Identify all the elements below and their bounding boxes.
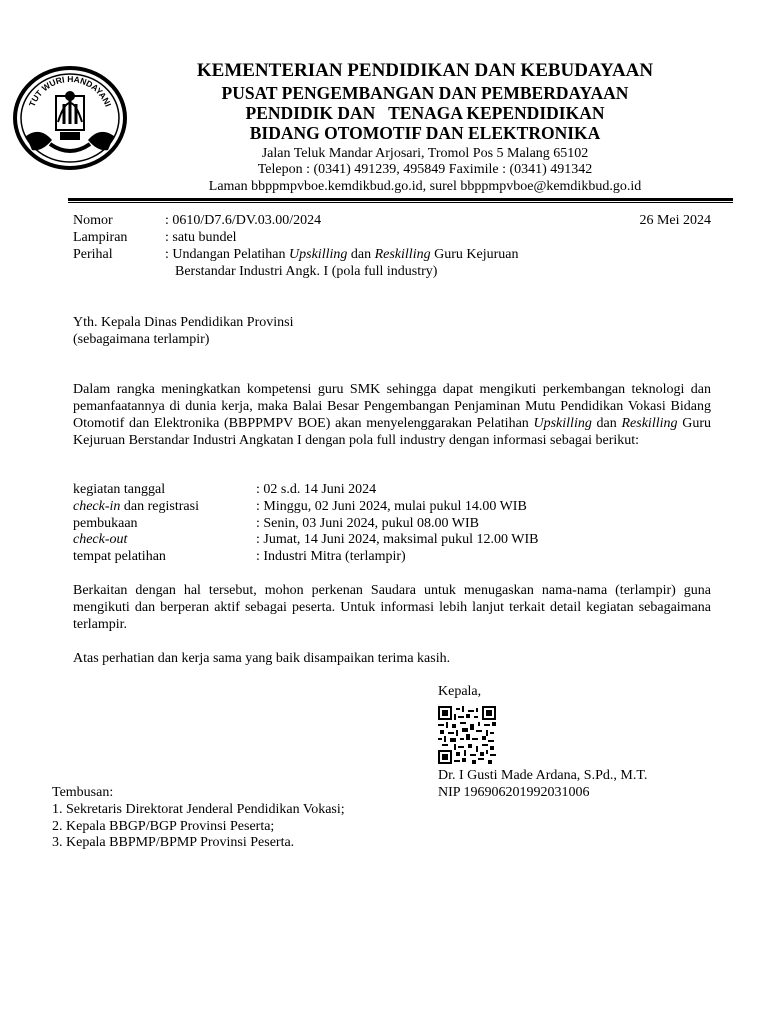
cc-title: Tembusan: (52, 785, 114, 800)
signatory-nip: NIP 196906201992031006 (438, 785, 590, 800)
schedule-date-label: kegiatan tanggal (73, 482, 166, 497)
cc-item-2: 2. Kepala BBGP/BGP Provinsi Peserta; (52, 819, 275, 834)
recipient-line2: (sebagaimana terlampir) (73, 332, 210, 347)
body-paragraph-1: Dalam rangka meningkatkan kompetensi guru SMK sehingga dapat mengikuti perkembangan teknologi dan pemanfaatannya di dunia kerja, maka Balai Besar Pengembangan Penjaminan Mutu Pendidikan Vokasi Bidang Otomotif dan Elektronika (BBPPMPV BOE) akan menyelenggarakan Pelatihan Upskilling dan Reskilling Guru Kejuruan Berstandar Industri Angkatan I dengan pola full industry dengan informasi sebagai berikut: (73, 382, 711, 448)
checkin-value: : Minggu, 02 Juni 2024, mulai pukul 14.00 WIB (256, 499, 527, 514)
signatory-title: Kepala, (438, 684, 482, 699)
letter-date: 26 Mei 2024 (639, 213, 711, 228)
nomor-value: : 0610/D7.6/DV.03.00/2024 (165, 213, 322, 228)
field-name: BIDANG OTOMOTIF DAN ELEKTRONIKA (249, 123, 601, 143)
address: Jalan Teluk Mandar Arjosari, Tromol Pos 5 Malang 65102 (261, 146, 589, 161)
website-email: Laman bbppmpvboe.kemdikbud.go.id, surel bbppmpvboe@kemdikbud.go.id (208, 179, 642, 194)
perihal-label: Perihal (73, 247, 113, 262)
body-paragraph-3: Atas perhatian dan kerja sama yang baik disampaikan terima kasih. (73, 651, 451, 666)
qr-code-signature (438, 706, 496, 764)
signatory-name: Dr. I Gusti Made Ardana, S.Pd., M.T. (438, 768, 648, 783)
body-paragraph-2: Berkaitan dengan hal tersebut, mohon perkenan Saudara untuk menugaskan nama-nama (terlampir) guna mengikuti dan berperan aktif sebagai peserta. Untuk informasi lebih lanjut terkait detail kegiatan sebagaimana terlampir. (73, 583, 711, 632)
lampiran-value: : satu bundel (165, 230, 237, 245)
perihal-value-line2: Berstandar Industri Angk. I (pola full industry) (175, 264, 438, 279)
center-name-line1: PUSAT PENGEMBANGAN DAN PEMBERDAYAAN (221, 83, 629, 103)
lampiran-label: Lampiran (73, 230, 128, 245)
tut-wuri-handayani-logo (12, 66, 128, 170)
nomor-label: Nomor (73, 213, 113, 228)
header-divider-thin (68, 202, 733, 203)
checkout-value: : Jumat, 14 Juni 2024, maksimal pukul 12.00 WIB (256, 532, 539, 547)
phone-fax: Telepon : (0341) 491239, 495849 Faximile : (0341) 491342 (257, 162, 593, 177)
cc-item-1: 1. Sekretaris Direktorat Jenderal Pendidikan Vokasi; (52, 802, 345, 817)
cc-item-3: 3. Kepala BBPMP/BPMP Provinsi Peserta. (52, 835, 295, 850)
venue-value: : Industri Mitra (terlampir) (256, 549, 406, 564)
opening-value: : Senin, 03 Juni 2024, pukul 08.00 WIB (256, 516, 479, 531)
center-name-line2: PENDIDIK DAN TENAGA KEPENDIDIKAN (245, 103, 605, 123)
ministry-name: KEMENTERIAN PENDIDIKAN DAN KEBUDAYAAN (196, 60, 654, 81)
recipient-line1: Yth. Kepala Dinas Pendidikan Provinsi (73, 315, 294, 330)
svg-text:TUT WURI HANDAYANI: TUT WURI HANDAYANI (26, 73, 114, 109)
checkout-label: check-out (73, 532, 128, 547)
header-divider-thick (68, 198, 733, 201)
checkin-label: check-in dan registrasi (73, 499, 199, 514)
perihal-value: : Undangan Pelatihan Upskilling dan Reskilling Guru Kejuruan (165, 247, 519, 262)
schedule-date-value: : 02 s.d. 14 Juni 2024 (256, 482, 377, 497)
venue-label: tempat pelatihan (73, 549, 166, 564)
opening-label: pembukaan (73, 516, 138, 531)
